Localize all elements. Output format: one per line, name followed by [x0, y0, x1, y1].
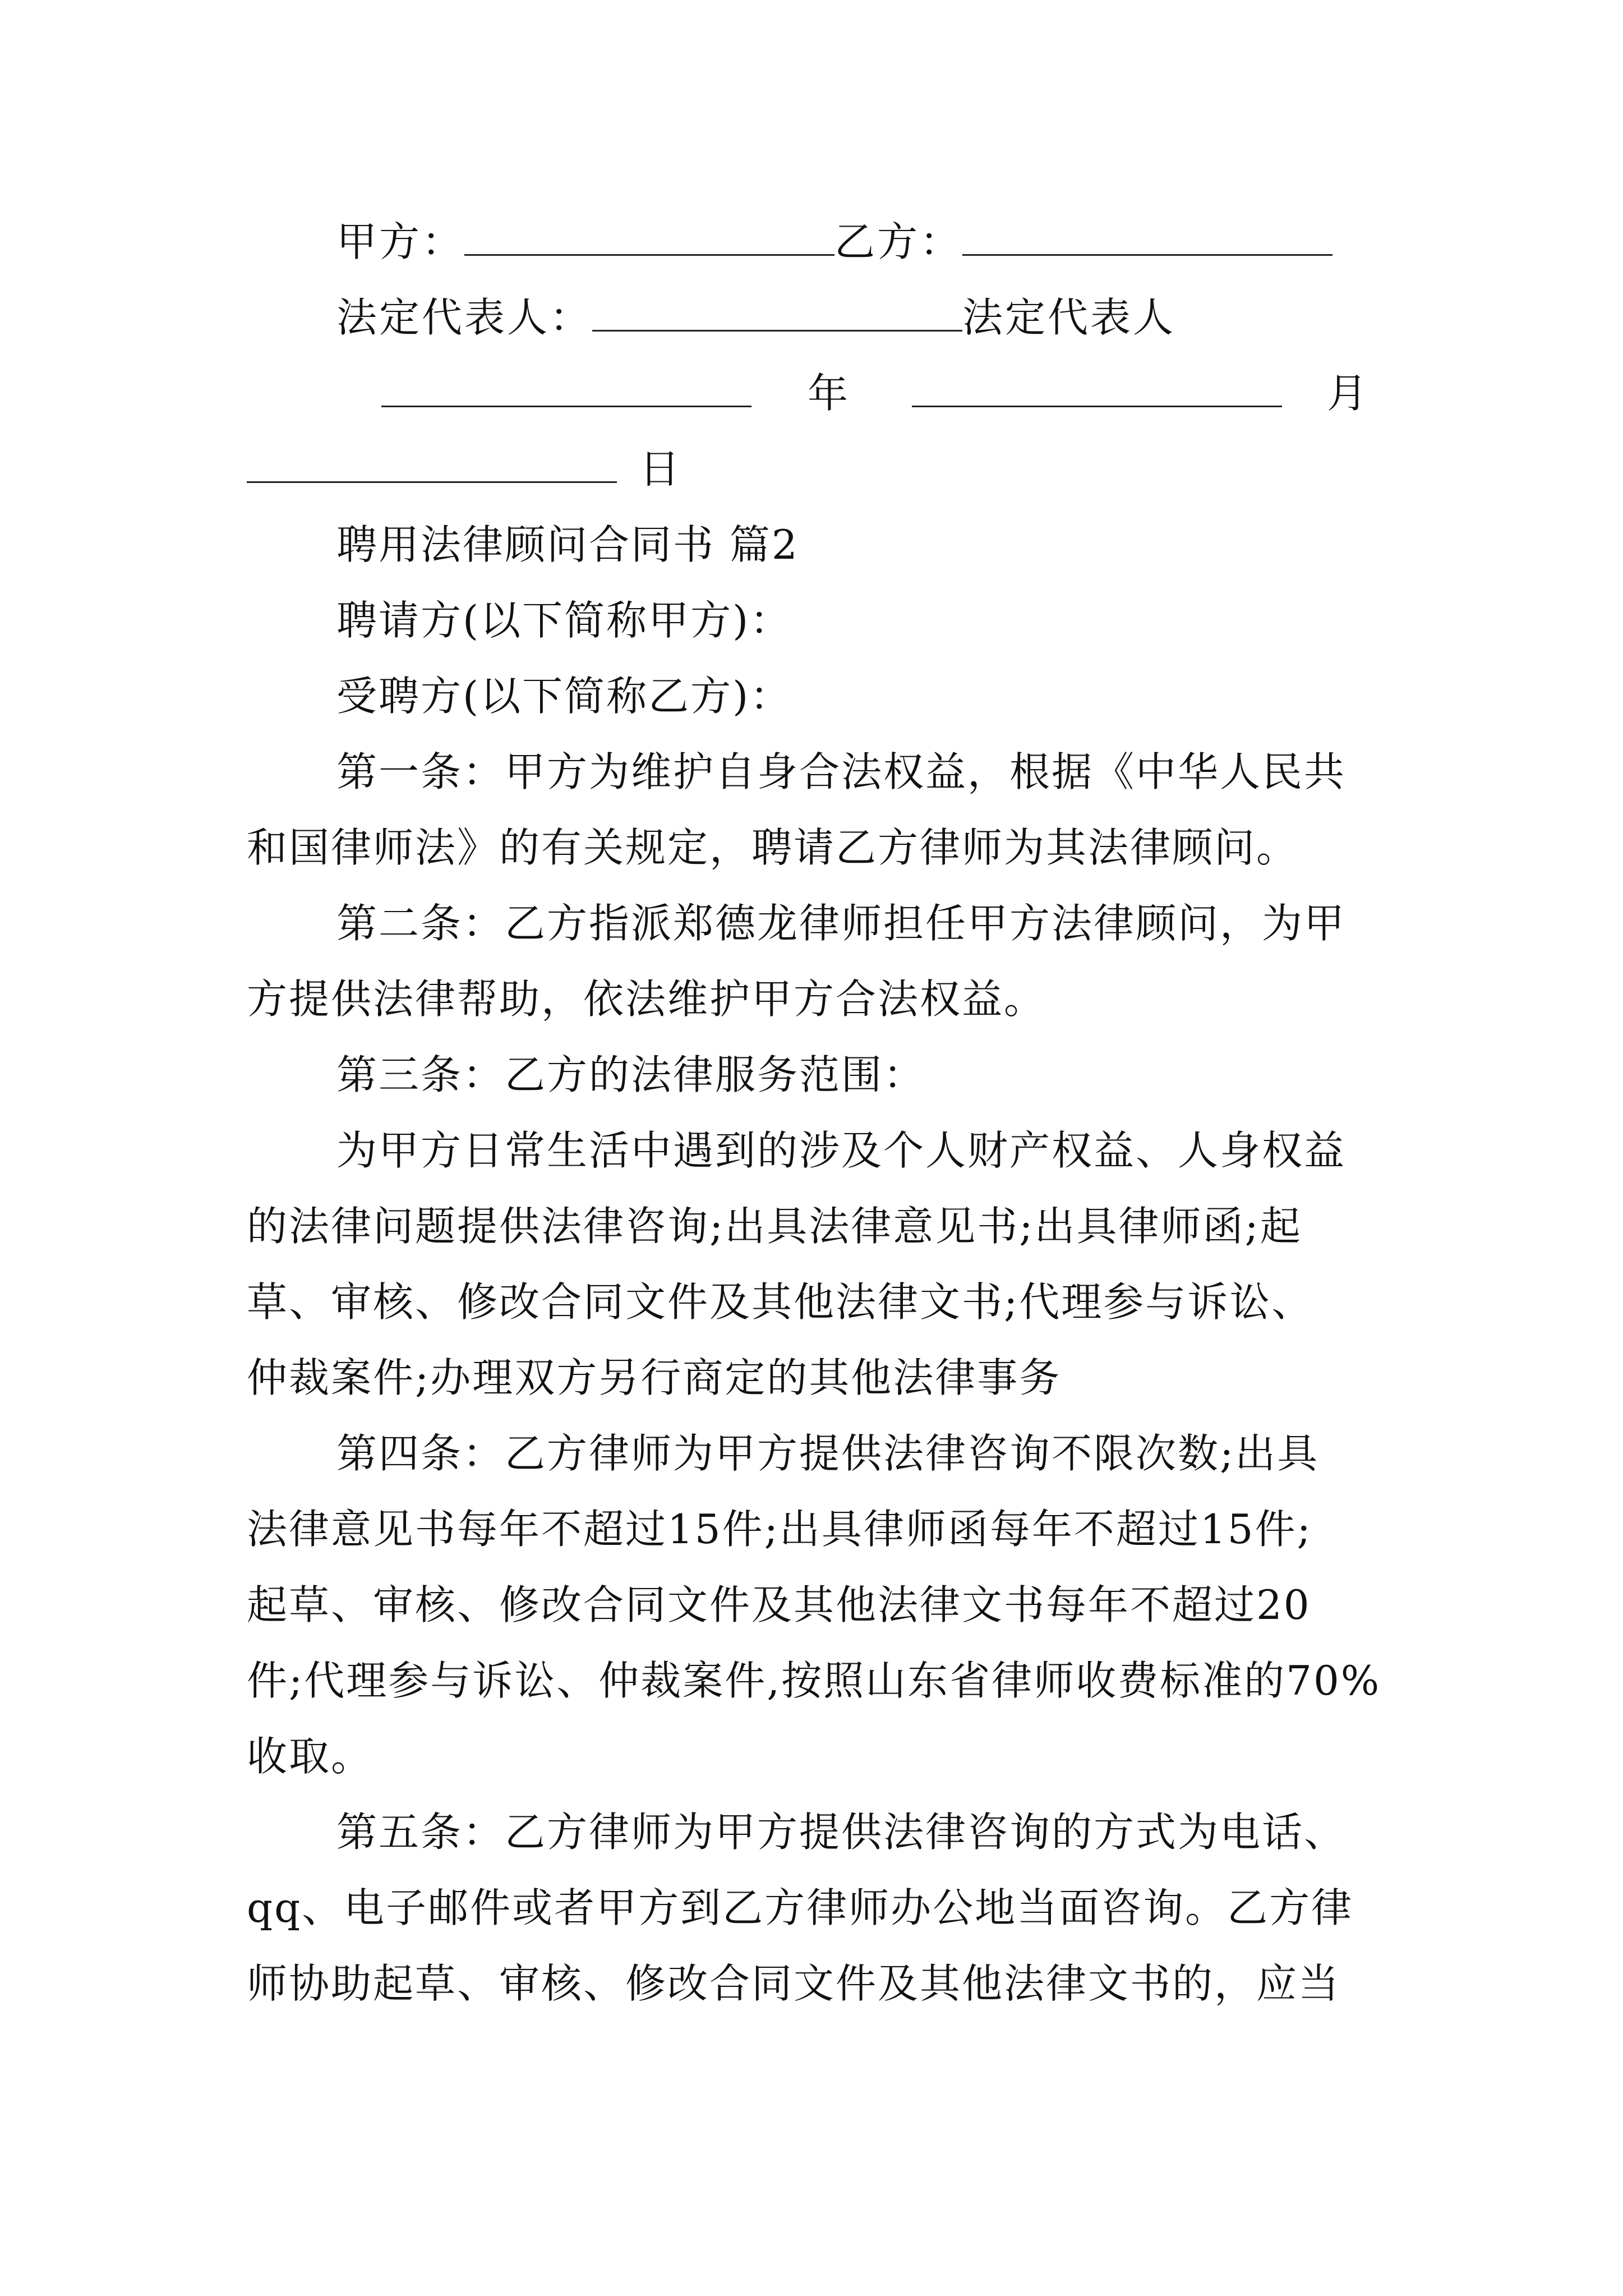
article-4-line-3: 起草、审核、修改合同文件及其他法律文书每年不超过20	[247, 1581, 1311, 1628]
article-1-line-1: 第一条：甲方为维护自身合法权益，根据《中华人民共	[336, 748, 1347, 795]
article-2-line-1: 第二条：乙方指派郑德龙律师担任甲方法律顾问，为甲	[336, 900, 1347, 947]
month-label: 月	[1327, 370, 1370, 417]
article-5-line-3: 师协助起草、审核、修改合同文件及其他法律文书的，应当	[247, 1960, 1341, 2007]
contract-title: 聘用法律顾问合同书 篇2	[336, 521, 799, 568]
day-line	[247, 442, 682, 496]
article-4-line-5: 收取。	[247, 1733, 374, 1780]
party-b-blank	[962, 215, 1332, 256]
employer-line: 聘请方(以下简称甲方)：	[336, 597, 792, 644]
party-a-line	[336, 215, 1332, 269]
year-blank	[381, 366, 751, 407]
article-5-line-1: 第五条：乙方律师为甲方提供法律咨询的方式为电话、	[336, 1809, 1347, 1856]
legal-rep-line	[336, 291, 1175, 344]
employee-line: 受聘方(以下简称乙方)：	[336, 673, 792, 720]
article-4-line-2: 法律意见书每年不超过15件;出具律师函每年不超过15件;	[247, 1506, 1312, 1553]
article-3-line-2: 的法律问题提供法律咨询;出具法律意见书;出具律师函;起	[247, 1203, 1302, 1250]
month-blank	[912, 366, 1282, 407]
article-4-line-4: 件;代理参与诉讼、仲裁案件,按照山东省律师收费标准的70%	[247, 1657, 1381, 1704]
party-b-label: 乙方：	[834, 218, 963, 265]
year-label: 年	[808, 370, 851, 417]
day-blank	[247, 442, 617, 483]
article-3-line-1: 为甲方日常生活中遇到的涉及个人财产权益、人身权益	[336, 1127, 1347, 1174]
article-2-line-2: 方提供法律帮助，依法维护甲方合法权益。	[247, 976, 1046, 1023]
article-3-title: 第三条：乙方的法律服务范围：	[336, 1051, 926, 1098]
day-label: 日	[639, 445, 683, 493]
article-3-line-4: 仲裁案件;办理双方另行商定的其他法律事务	[247, 1354, 1062, 1401]
date-line	[381, 366, 1370, 420]
legal-rep-b-label: 法定代表人	[962, 294, 1176, 341]
party-a-blank	[464, 215, 834, 256]
legal-rep-a-blank	[592, 291, 962, 332]
article-5-line-2: qq、电子邮件或者甲方到乙方律师办公地当面咨询。乙方律	[247, 1884, 1354, 1931]
legal-rep-a-label: 法定代表人：	[336, 294, 593, 341]
article-4-line-1: 第四条：乙方律师为甲方提供法律咨询不限次数;出具	[336, 1430, 1320, 1477]
article-1-line-2: 和国律师法》的有关规定，聘请乙方律师为其法律顾问。	[247, 824, 1299, 871]
party-a-label: 甲方：	[336, 218, 465, 265]
article-3-line-3: 草、审核、修改合同文件及其他法律文书;代理参与诉讼、	[247, 1278, 1314, 1326]
